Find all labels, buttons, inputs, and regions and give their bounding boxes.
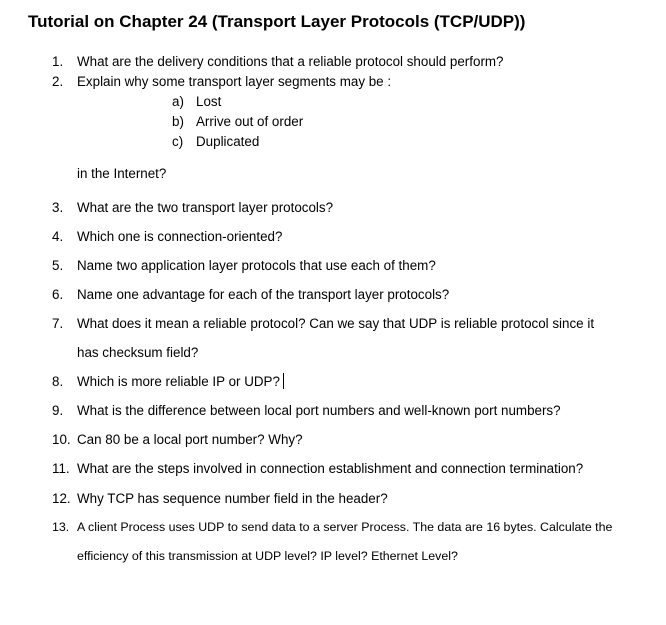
text-cursor xyxy=(283,373,284,389)
subitem-text: Duplicated xyxy=(196,134,260,149)
question-text: Which one is connection-oriented? xyxy=(77,229,283,244)
subitem-letter: c) xyxy=(172,134,184,149)
question-number: 4. xyxy=(52,229,64,244)
question-text: efficiency of this transmission at UDP level? IP level? Ethernet Level? xyxy=(77,549,458,563)
question-text: A client Process uses UDP to send data to a server Process. The data are 16 bytes. Calculate the xyxy=(77,520,613,534)
question-text: has checksum field? xyxy=(77,345,199,360)
subitem-text: Lost xyxy=(196,94,222,109)
question-text: Can 80 be a local port number? Why? xyxy=(77,432,303,447)
question-number: 3. xyxy=(52,200,64,215)
subitem-letter: b) xyxy=(172,114,184,129)
question-text: in the Internet? xyxy=(77,166,167,181)
question-text: Name two application layer protocols that use each of them? xyxy=(77,258,436,273)
question-text: What is the difference between local port numbers and well-known port numbers? xyxy=(77,403,561,418)
question-text: Which is more reliable IP or UDP? xyxy=(77,374,280,389)
question-number: 5. xyxy=(52,258,64,273)
question-text: What are the delivery conditions that a reliable protocol should perform? xyxy=(77,54,504,69)
question-number: 9. xyxy=(52,403,64,418)
page-title: Tutorial on Chapter 24 (Transport Layer Protocols (TCP/UDP)) xyxy=(28,12,526,31)
subitem-letter: a) xyxy=(172,94,184,109)
question-number: 1. xyxy=(52,54,64,69)
question-number: 8. xyxy=(52,374,64,389)
question-number: 11. xyxy=(52,461,70,476)
question-number: 10. xyxy=(52,432,71,447)
question-number: 12. xyxy=(52,491,71,506)
question-text: What does it mean a reliable protocol? Can we say that UDP is reliable protocol since it xyxy=(77,316,595,331)
question-text: What are the two transport layer protocols? xyxy=(77,200,334,215)
subitem-text: Arrive out of order xyxy=(196,114,304,129)
question-text: Why TCP has sequence number field in the header? xyxy=(77,491,388,506)
question-number: 7. xyxy=(52,316,64,331)
question-number: 13. xyxy=(52,520,70,534)
question-number: 2. xyxy=(52,74,64,89)
question-text: Name one advantage for each of the transport layer protocols? xyxy=(77,287,450,302)
question-text: What are the steps involved in connection establishment and connection termination? xyxy=(77,461,584,476)
question-text: Explain why some transport layer segments may be : xyxy=(77,74,392,89)
question-number: 6. xyxy=(52,287,64,302)
